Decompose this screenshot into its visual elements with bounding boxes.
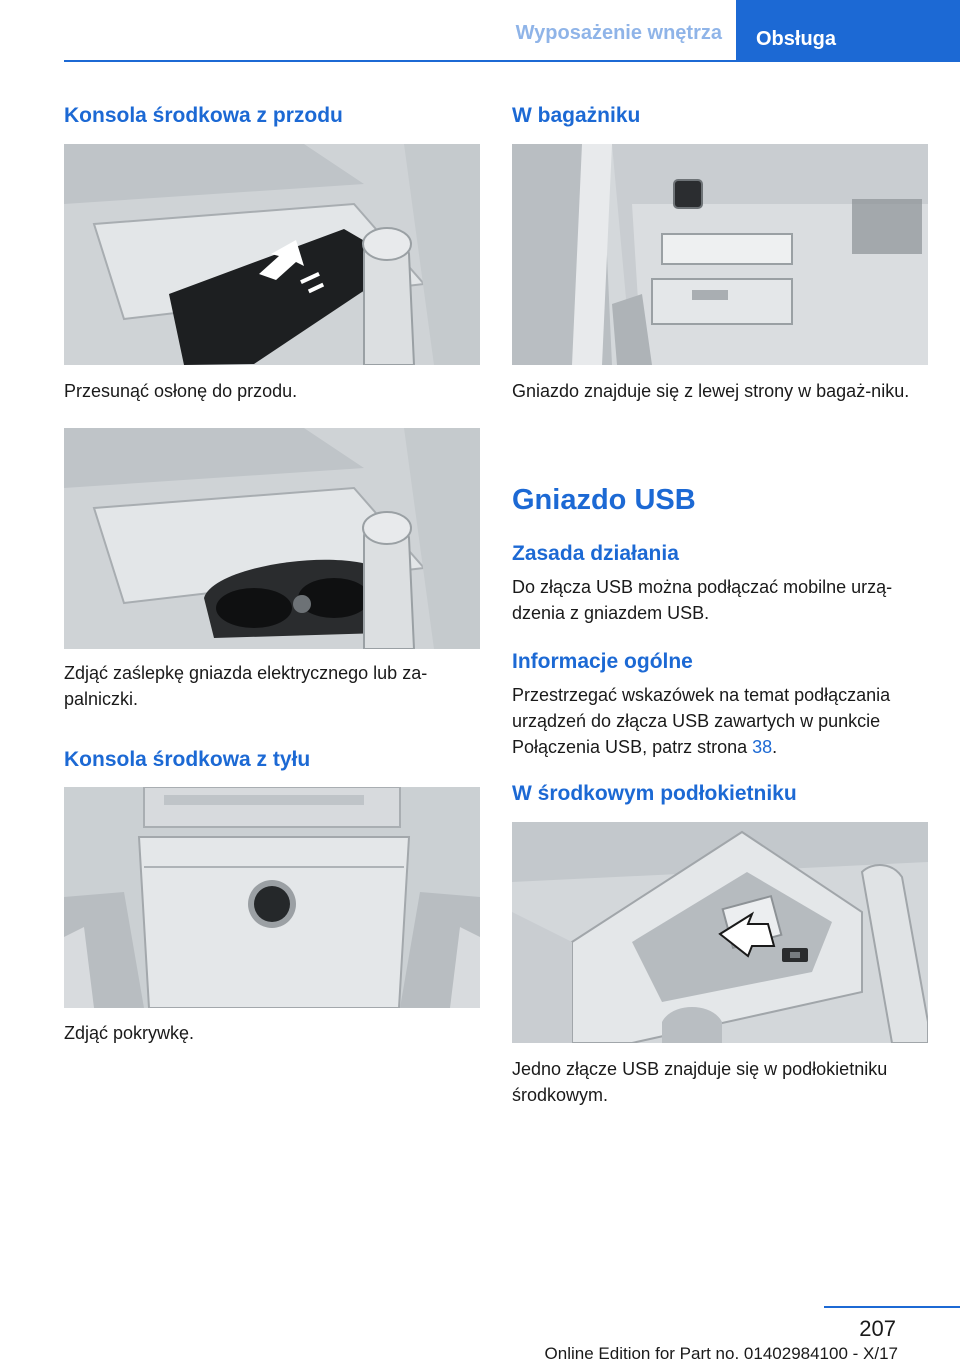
footer-edition-note: Online Edition for Part no. 01402984100 - X/17 <box>544 1344 898 1363</box>
caption-slide-cover: Przesunąć osłonę do przodu. <box>64 381 298 401</box>
caption-trunk-socket: Gniazdo znajduje się z lewej strony w bagaż-niku. <box>512 381 910 401</box>
heading-principle: Zasada działania <box>512 542 679 565</box>
page-header <box>0 0 960 64</box>
text-general-prefix: Przestrzegać wskazówek na temat podłączania urządzeń do złącza USB zawartych w punkcie Połączenia USB, patrz strona <box>512 685 891 757</box>
figure-trunk-socket <box>512 144 928 365</box>
heading-trunk: W bagażniku <box>512 104 641 127</box>
figure-front-console-socket <box>64 428 480 649</box>
caption-remove-cover: Zdjąć pokrywkę. <box>64 1023 195 1043</box>
figure-front-console-cover <box>64 144 480 365</box>
title-usb-socket: Gniazdo USB <box>512 484 696 516</box>
heading-general-info: Informacje ogólne <box>512 650 693 673</box>
figure-armrest-usb <box>512 822 928 1043</box>
heading-rear-console: Konsola środkowa z tyłu <box>64 748 311 771</box>
text-principle: Do złącza USB można podłączać mobilne urzą-dzenia z gniazdem USB. <box>512 577 893 623</box>
caption-armrest-usb: Jedno złącze USB znajduje się w podłokietniku środkowym. <box>512 1059 888 1105</box>
header-chapter-tab: Obsługa <box>736 0 960 60</box>
header-section-title: Wyposażenie wnętrza <box>515 22 722 44</box>
heading-armrest: W środkowym podłokietniku <box>512 782 797 805</box>
header-rule <box>64 60 960 62</box>
text-general-info <box>512 682 928 760</box>
caption-remove-plug: Zdjąć zaślepkę gniazda elektrycznego lub za-palniczki. <box>64 663 428 709</box>
figure-rear-console <box>64 787 480 1008</box>
page-reference-link[interactable]: 38 <box>752 737 773 757</box>
heading-front-console: Konsola środkowa z przodu <box>64 104 343 127</box>
text-general-suffix: . <box>772 737 778 757</box>
page-number: 207 <box>859 1316 896 1341</box>
footer-rule <box>824 1306 960 1308</box>
